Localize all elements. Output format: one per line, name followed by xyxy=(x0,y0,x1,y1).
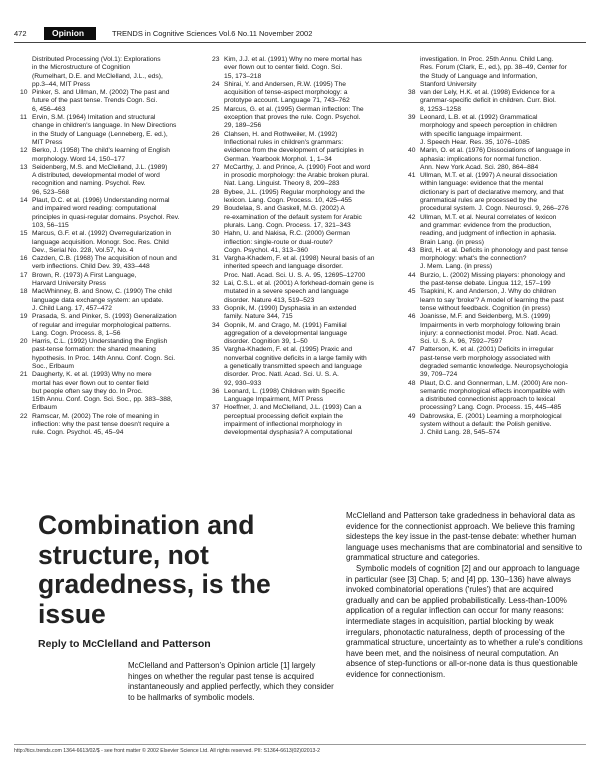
reference-number: 49 xyxy=(408,412,416,420)
page-footer: http://tics.trends.com 1364-6613/02/$ - see front matter © 2002 Elsevier Science Ltd. All rights reserved. PII: S1364-6613(02)02013-2 xyxy=(14,748,321,754)
reference-text: Daugherty, K. et al. (1993) Why no mere mortal has ever flown out to center field but people often say they do. In Proc. 15th Annu. Conf. Cogn. Sci. Soc., pp. 383–388, Erlbaum xyxy=(32,371,173,412)
reference-number: 33 xyxy=(212,304,220,312)
reference-number: 41 xyxy=(408,172,416,180)
reference-item xyxy=(408,313,588,346)
reference-number: 36 xyxy=(212,387,220,395)
body-text xyxy=(346,511,586,681)
reference-text: Lai, C.S.L. et al. (2001) A forkhead-domain gene is mutated in a severe speech and language disorder. Nature 413, 519–523 xyxy=(224,280,374,304)
lead-paragraph: McClelland and Patterson's Opinion article [1] largely hinges on whether the regular past tense is acquired instantaneously and applied perfectly, which they consider to be hallmarks of symbolic models. xyxy=(128,661,334,702)
reference-item xyxy=(408,346,588,379)
reference-item xyxy=(212,255,402,280)
body-paragraph: McClelland and Patterson take gradedness in behavioral data as evidence for the connectionist approach. We believe this framing sidesteps the key issue in the past-tense debate: whether human language uses mechanisms that are combinatorial and sensitive to grammatical structure and categories. xyxy=(346,511,583,563)
reference-item xyxy=(212,81,402,106)
reference-text: Leonard, L.B. et al. (1992) Grammatical morphology and speech perception in children with specific language impairment. J. Speech Hear. Res. 35, 1076–1085 xyxy=(420,114,557,146)
reference-number: 45 xyxy=(408,288,416,296)
reference-number: 31 xyxy=(212,255,220,263)
reference-number: 12 xyxy=(20,147,28,155)
reference-text: Marin, O. et al. (1976) Dissociations of language in aphasia: implications for normal function. Ann. New York Acad. Sci. 280, 864–884 xyxy=(420,147,571,171)
reference-text: Tsapkini, K. and Anderson, J. Why do children learn to say 'broke'? A model of learning the past tense without feedback. Cognition (in press) xyxy=(420,288,564,312)
reference-item xyxy=(408,214,588,247)
reference-text: Clahsen, H. and Rothweiler, M. (1992) Inflectional rules in children's grammars: evidence from the development of participles in German. Yearbook Morphol. 1, 1–34 xyxy=(224,130,364,163)
reference-item xyxy=(20,164,205,197)
reference-text: Vargha-Khadem, F. et al. (1998) Neural basis of an inherited speech and language disorder. Proc. Natl. Acad. Sci. U. S. A. 95, 12695–12700 xyxy=(224,255,375,279)
reference-number: 11 xyxy=(20,114,27,122)
reference-number: 14 xyxy=(20,197,28,205)
reference-number: 21 xyxy=(20,371,28,379)
reference-text: Ullman, M.T. et al. (1997) A neural dissociation within language: evidence that the mental dictionary is part of declarative memory, and that grammatical rules are processed by the procedural system. J. Cogn. Neurosci. 9, 266–276 xyxy=(420,172,569,213)
reference-number: 18 xyxy=(20,288,28,296)
reference-text: Marcus, G.F. et al. (1992) Overregularization in language acquisition. Monogr. Soc. Res. Child Dev., Serial No. 228, Vol.57, No. 4 xyxy=(32,230,172,254)
reference-number: 19 xyxy=(20,313,28,321)
reference-item xyxy=(408,147,588,172)
reference-number: 23 xyxy=(212,56,220,63)
reference-text: Marcus, G. et al. (1995) German inflection: The exception that proves the rule. Cogn. Psychol. 29, 189–256 xyxy=(224,105,364,130)
header-rule xyxy=(14,42,586,43)
reference-text: Brown, R. (1973) A First Language, Harvard University Press xyxy=(32,271,137,288)
reference-number: 35 xyxy=(212,346,220,354)
references-column-2 xyxy=(212,56,402,438)
reference-item xyxy=(20,313,205,338)
reference-text: Bybee, J.L. (1995) Regular morphology and the lexicon. Lang. Cogn. Process. 10, 425–455 xyxy=(224,188,365,205)
reference-text: Gopnik, M. and Crago, M. (1991) Familial aggregation of a developmental language disorder. Cognition 39, 1–50 xyxy=(224,321,348,346)
reference-item xyxy=(20,230,205,255)
reference-number: 46 xyxy=(408,313,416,321)
section-badge: Opinion xyxy=(44,27,96,40)
reference-text: Shirai, Y. and Andersen, R.W. (1995) The acquisition of tense-aspect morphology: a prototype account. Language 71, 743–762 xyxy=(224,80,350,105)
reference-number xyxy=(20,56,32,89)
reference-item xyxy=(212,388,402,405)
reference-item xyxy=(20,338,205,371)
reference-number: 40 xyxy=(408,147,416,155)
footer-rule xyxy=(14,744,586,745)
reference-text: Distributed Processing (Vol.1): Explorations in the Microstructure of Cognition (Rumelhart, D.E. and McClelland, J.L., eds), pp.3–44, MIT Press xyxy=(32,56,163,88)
reference-text: Cazden, C.B. (1968) The acquisition of noun and verb inflections. Child Dev. 39, 433–448 xyxy=(32,255,177,271)
reference-item xyxy=(408,272,588,289)
reference-text: Plaut, D.C. et al. (1996) Understanding normal and impaired word reading: computational principles in quasi-regular domains. Psychol. Rev. 103, 56–115 xyxy=(32,197,180,229)
reference-number: 39 xyxy=(408,114,416,122)
reference-text: Hoeffner, J. and McClelland, J.L. (1993) Can a perceptual processing deficit explain the impairment of inflectional morphology in developmental dysphasia? A computational xyxy=(224,404,362,437)
reference-item xyxy=(212,56,402,81)
references-column-1 xyxy=(20,56,205,438)
reference-item xyxy=(20,89,205,114)
reference-number: 30 xyxy=(212,230,220,238)
reference-item xyxy=(212,404,402,437)
reference-text: Harris, C.L. (1992) Understanding the English past-tense formation: the shared meaning hypothesis. In Proc. 14th Annu. Conf. Cogn. Sci. Soc., Erlbaum xyxy=(32,338,176,370)
reference-text: Ramscar, M. (2002) The role of meaning in inflection: why the past tense doesn't require a rule. Cogn. Psychol. 45, 45–94 xyxy=(32,412,170,437)
reference-text: Vargha-Khadem, F. et al. (1995) Praxic and nonverbal cognitive deficits in a large family with a genetically transmitted speech and language disorder. Proc. Natl. Acad. Sci. U. S. A. 92, 930–933 xyxy=(224,346,367,387)
reference-text: Prasada, S. and Pinker, S. (1993) Generalization of regular and irregular morphological patterns. Lang. Cogn. Process. 8, 1–56 xyxy=(32,313,177,337)
reference-item xyxy=(408,89,588,114)
reference-number: 22 xyxy=(20,412,28,420)
reference-item xyxy=(20,288,205,313)
references-column-3 xyxy=(408,56,588,438)
reference-item xyxy=(20,413,205,438)
reference-text: Patterson, K. et al. (2001) Deficits in irregular past-tense verb morphology associated with degraded semantic knowledge. Neuropsychologia 39, 709–724 xyxy=(420,346,568,379)
reference-text: Dabrowska, E. (2001) Learning a morphological system without a default: the Polish genitive. J. Child Lang. 28, 545–574 xyxy=(420,412,562,437)
reference-number: 34 xyxy=(212,321,220,329)
reference-text: Boudelaa, S. and Gaskell, M.G. (2002) A re-examination of the default system for Arabic plurals. Lang. Cogn. Process. 17, 321–343 xyxy=(224,205,362,229)
reference-text: Kim, J.J. et al. (1991) Why no mere mortal has ever flown out to center field. Cogn. Sci. 15, 173–218 xyxy=(224,56,362,80)
reference-item xyxy=(408,288,588,313)
reference-number: 38 xyxy=(408,89,416,97)
reference-number: 29 xyxy=(212,205,220,213)
reference-text: Leonard, L. (1998) Children with Specific Language Impairment, MIT Press xyxy=(224,387,345,404)
reference-text: Gopnik, M. (1990) Dysphasia in an extended family. Nature 344, 715 xyxy=(224,304,357,321)
reference-number: 13 xyxy=(20,163,28,171)
reference-text: Ullman, M.T. et al. Neural correlates of lexicon and grammar: evidence from the production, reading, and judgment of inflection in aphasia. Brain Lang. (in press) xyxy=(420,213,557,246)
reference-number: 43 xyxy=(408,246,416,254)
reference-number: 44 xyxy=(408,271,416,279)
reference-item xyxy=(408,172,588,213)
reference-text: Burzio, L. (2002) Missing players: phonology and the past-tense debate. Lingua 112, 157–199 xyxy=(420,271,565,288)
reference-item xyxy=(20,56,205,89)
reference-item xyxy=(408,56,588,89)
reference-number: 42 xyxy=(408,213,416,221)
reference-text: McCarthy, J. and Prince, A. (1990) Foot and word in prosodic morphology: the Arabic broken plural. Nat. Lang. Linguist. Theory 8, 209–283 xyxy=(224,163,371,188)
reference-text: investigation. In Proc. 25th Annu. Child Lang. Res. Forum (Clark, E., ed.), pp. 38–49, Center for the Study of Language and Information, Stanford University xyxy=(420,56,567,88)
reference-number: 25 xyxy=(212,105,220,113)
reference-text: Joanisse, M.F. and Seidenberg, M.S. (1999) Impairments in verb morphology following brain injury: a connectionist model. Proc. Natl. Acad. Sci. U. S. A. 96, 7592–7597 xyxy=(420,313,561,346)
reference-item xyxy=(212,189,402,206)
reference-item xyxy=(212,346,402,387)
reference-item xyxy=(20,114,205,147)
reference-number xyxy=(408,56,420,89)
reference-number: 15 xyxy=(20,230,28,238)
reference-text: Bird, H. et al. Deficits in phonology and past tense morphology: what's the connection? J. Mem. Lang. (in press) xyxy=(420,246,568,271)
reference-number: 47 xyxy=(408,346,416,354)
reference-text: Hahn, U. and Nakisa, R.C. (2000) German inflection: single-route or dual-route? Cogn. Psychol. 41, 313–360 xyxy=(224,230,351,254)
reference-item xyxy=(212,164,402,189)
reference-item xyxy=(408,247,588,272)
reference-item xyxy=(408,114,588,147)
reference-item xyxy=(212,106,402,131)
reference-item xyxy=(212,131,402,164)
reference-number: 27 xyxy=(212,163,220,171)
reference-item xyxy=(212,230,402,255)
reference-number: 17 xyxy=(20,271,28,279)
reference-number: 28 xyxy=(212,188,220,196)
article-title: Combination and structure, not gradedness, is the issue xyxy=(38,510,271,629)
reference-item xyxy=(212,305,402,322)
reference-number: 24 xyxy=(212,80,220,88)
reference-item xyxy=(408,380,588,413)
reference-number: 48 xyxy=(408,379,416,387)
reference-text: Plaut, D.C. and Gonnerman, L.M. (2000) Are non- semantic morphological effects incompatible with a distributed connectionist approach to lexical processing? Lang. Cogn. Process. 15, 445–485 xyxy=(420,379,568,412)
article-subtitle: Reply to McClelland and Patterson xyxy=(38,638,211,650)
reference-number: 26 xyxy=(212,130,220,138)
reference-number: 10 xyxy=(20,89,28,97)
reference-text: Ervin, S.M. (1964) Imitation and structural change in children's language. In New Directions in the Study of Language (Lenneberg, E. ed.), MIT Press xyxy=(32,114,177,146)
body-paragraph: Symbolic models of cognition [2] and our approach to language in particular (see [3] Chap. 5; and [4] pp. 130–136) have always invoked combinatorial operations ('rules') that are acquired gradually and can be applied probabilistically. Less-than-100% application of a regular inflection can occur for many reasons: intermediate stages in acquisition, partial blocking by weak irregulars, phonotactic naturalness, depth of processing of the grammatical structure, uncertainty as to whether a rule's conditions have been met, and the noisiness of neural computation. An absence of step-functions or all-or-none data is thus questionable evidence for connectionism. xyxy=(346,563,583,679)
journal-citation: TRENDS in Cognitive Sciences Vol.6 No.11 November 2002 xyxy=(112,29,313,38)
reference-number: 20 xyxy=(20,338,28,346)
reference-item xyxy=(20,255,205,272)
reference-item xyxy=(20,147,205,164)
reference-text: van der Lely, H.K. et al. (1998) Evidence for a grammar-specific deficit in children. Curr. Biol. 8, 1253–1258 xyxy=(420,89,557,113)
reference-number: 32 xyxy=(212,280,220,288)
reference-item xyxy=(20,371,205,412)
page-number: 472 xyxy=(14,29,27,38)
reference-text: Seidenberg, M.S. and McClelland, J.L. (1989) A distributed, developmental model of word recognition and naming. Psychol. Rev. 96, 523–568 xyxy=(32,163,168,196)
reference-item xyxy=(408,413,588,438)
reference-number: 16 xyxy=(20,255,28,263)
reference-item xyxy=(212,205,402,230)
reference-item xyxy=(20,197,205,230)
reference-text: Pinker, S. and Ullman, M. (2002) The past and future of the past tense. Trends Cogn. Sci. 6, 456–463 xyxy=(32,89,170,113)
reference-number: 37 xyxy=(212,404,220,412)
reference-text: MacWhinney, B. and Snow, C. (1990) The child language data exchange system: an update. J. Child Lang. 17, 457–472 xyxy=(32,288,172,312)
reference-item xyxy=(20,272,205,289)
reference-item xyxy=(212,280,402,305)
page-header xyxy=(0,0,600,36)
reference-item xyxy=(212,322,402,347)
reference-text: Berko, J. (1958) The child's learning of English morphology. Word 14, 150–177 xyxy=(32,147,170,163)
